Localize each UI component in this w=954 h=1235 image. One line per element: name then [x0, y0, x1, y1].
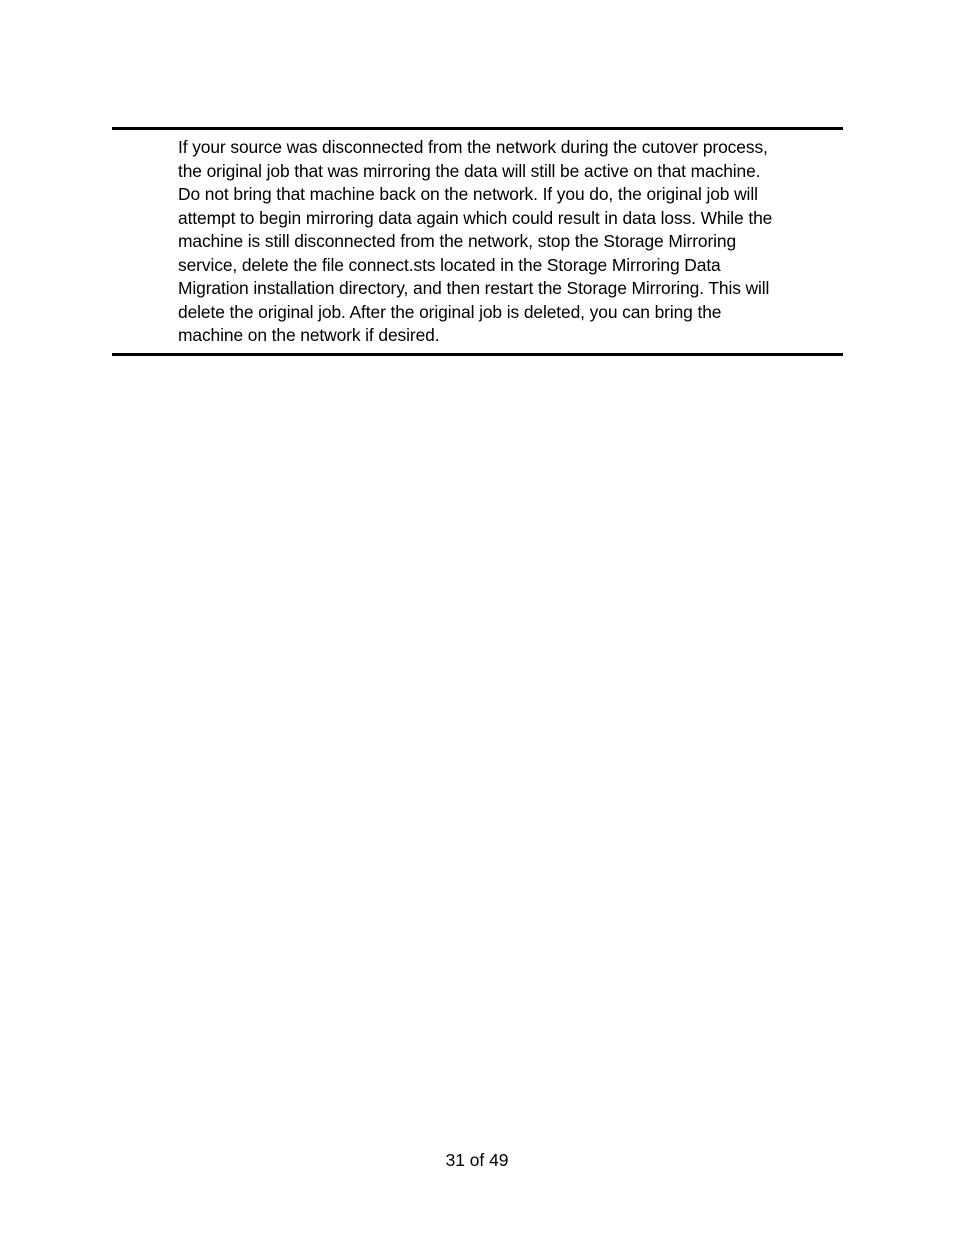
note-line: machine on the network if desired. — [178, 325, 440, 345]
note-line: machine is still disconnected from the network, stop the Storage Mirroring — [178, 231, 737, 251]
note-line: attempt to begin mirroring data again which could result in data loss. While the — [178, 207, 773, 228]
page-number: 31 of 49 — [445, 1150, 509, 1170]
note-box — [112, 127, 843, 356]
note-line: service, delete the file connect.sts located in the Storage Mirroring Data — [178, 254, 721, 275]
note-line: If your source was disconnected from the network during the cutover process, — [178, 137, 768, 157]
note-line: delete the original job. After the original job is deleted, you can bring the — [178, 301, 722, 322]
note-line: the original job that was mirroring the data will still be active on that machine. — [178, 160, 761, 181]
note-text — [178, 136, 838, 348]
note-line: Migration installation directory, and then restart the Storage Mirroring. This will — [178, 278, 770, 298]
note-line: Do not bring that machine back on the network. If you do, the original job will — [178, 184, 758, 204]
